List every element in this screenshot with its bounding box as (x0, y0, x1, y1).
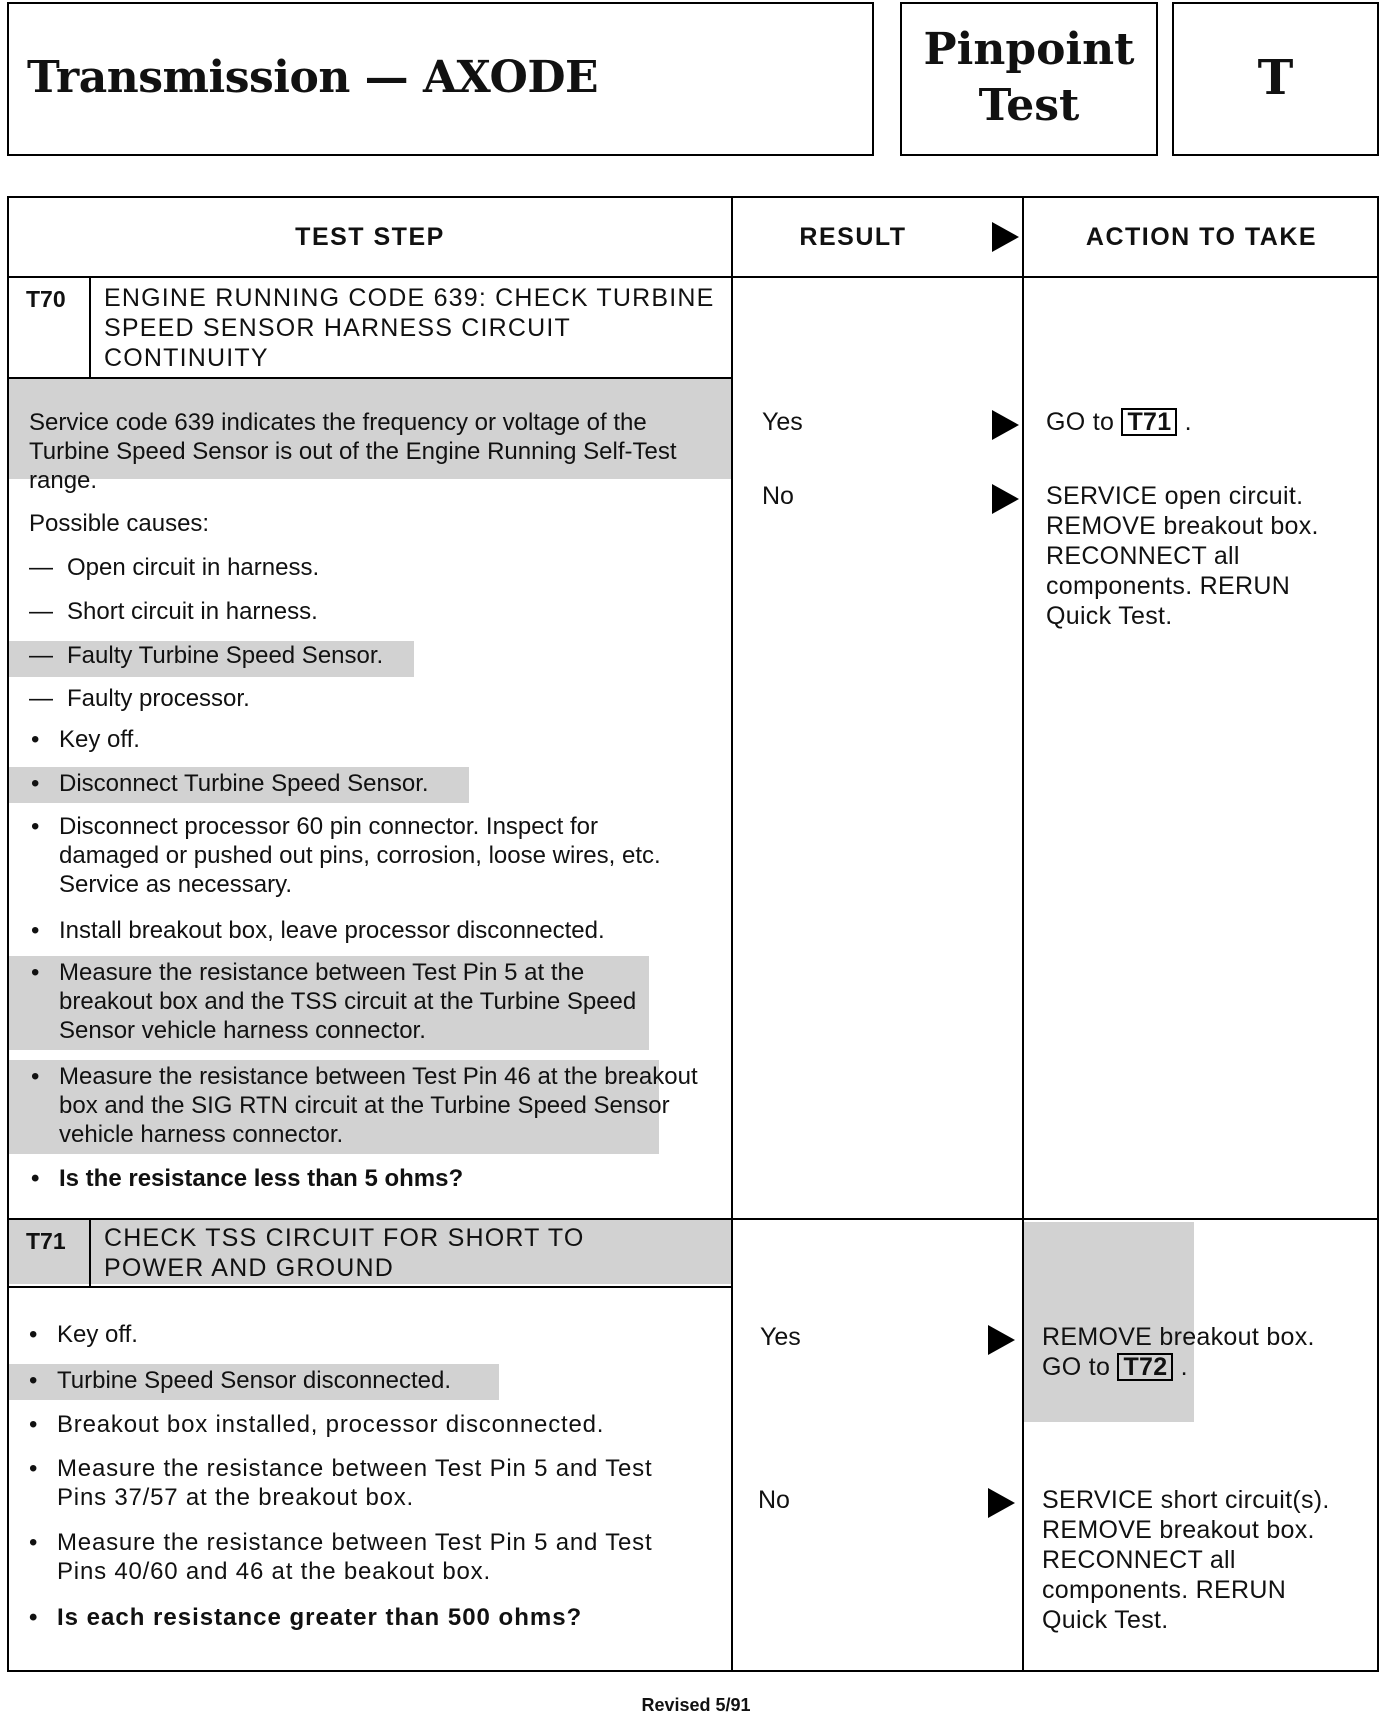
t71-yes-arrow-icon (988, 1325, 1015, 1355)
t70-step-6: • Measure the resistance between Test Pin 46 at the breakout box and the SIG RTN circuit at the Turbine Speed Sensor vehicle harness connector. (59, 1062, 699, 1149)
col-result: RESULT (799, 223, 907, 251)
t70-causes-label: Possible causes: (29, 510, 210, 537)
t70-step-5: • Measure the resistance between Test Pin 5 at the breakout box and the TSS circuit at the Turbine Speed Sensor vehicle harness connector. (59, 958, 679, 1045)
pinpoint-line1: Pinpoint (923, 24, 1135, 75)
t70-cause-2: — Short circuit in harness. (67, 597, 318, 626)
t71-number: T71 (26, 1228, 66, 1254)
t71-title-divider (9, 1286, 731, 1288)
test-letter-box (1172, 2, 1379, 156)
test-letter: T (1257, 50, 1294, 106)
title-box (7, 2, 874, 156)
t70-title-divider (9, 377, 731, 379)
t71-step-5: • Measure the resistance between Test Pin 5 and Test Pins 40/60 and 46 at the beakout box. (57, 1528, 677, 1586)
t71-step-2: • Turbine Speed Sensor disconnected. (57, 1366, 451, 1395)
t71-no-arrow-icon (988, 1488, 1015, 1518)
t70-title: ENGINE RUNNING CODE 639: CHECK TURBINE SPEED SENSOR HARNESS CIRCUIT CONTINUITY (104, 284, 715, 372)
page-title: Transmission — AXODE (27, 52, 599, 103)
t70-number: T70 (26, 286, 66, 312)
col-divider-1 (731, 198, 733, 1672)
t71-title: CHECK TSS CIRCUIT FOR SHORT TO POWER AND GROUND (104, 1224, 585, 1282)
t70-action-yes (1046, 407, 1346, 437)
t70-cause-4: — Faulty processor. (67, 684, 250, 713)
t70-result-no: No (762, 482, 794, 510)
revision-footer: Revised 5/91 (641, 1695, 751, 1715)
result-arrow-icon (992, 222, 1019, 252)
t71-action-no: SERVICE short circuit(s). REMOVE breakout box. RECONNECT all components. RERUN Quick Test. (1042, 1486, 1330, 1634)
pinpoint-test-box (900, 2, 1158, 156)
header-row-divider (9, 276, 1379, 278)
t71-step-4: • Measure the resistance between Test Pin 5 and Test Pins 37/57 at the breakout box. (57, 1454, 677, 1512)
pinpoint-line2: Test (978, 80, 1080, 131)
col-divider-2 (1022, 198, 1024, 1672)
t71-action-yes-ref: T72 (1117, 1353, 1173, 1381)
t71-number-divider (89, 1218, 91, 1286)
t70-cause-1: — Open circuit in harness. (67, 553, 319, 582)
t70-step-3: • Disconnect processor 60 pin connector. Inspect for damaged or pushed out pins, corrosion, loose wires, etc. Service as necessary. (59, 812, 699, 899)
pinpoint-test-label (902, 22, 1156, 134)
t71-action-yes-suffix: . (1180, 1353, 1188, 1381)
pinpoint-table (7, 196, 1379, 1672)
t70-intro: Service code 639 indicates the frequency or voltage of the Turbine Speed Sensor is out of the Engine Running Self-Test range. (29, 409, 677, 494)
t70-action-yes-ref: T71 (1121, 408, 1177, 436)
t71-action-yes-prefix: GO to (1042, 1353, 1111, 1381)
t70-step-2: • Disconnect Turbine Speed Sensor. (59, 769, 429, 798)
t70-number-divider (89, 276, 91, 377)
t71-step-1: • Key off. (57, 1320, 138, 1349)
t71-question: • Is each resistance greater than 500 ohms? (57, 1603, 582, 1632)
t71-action-yes-line1: REMOVE breakout box. (1042, 1323, 1315, 1351)
t70-yes-arrow-icon (992, 410, 1019, 440)
t71-step-3: • Breakout box installed, processor disconnected. (57, 1410, 697, 1439)
t71-result-no: No (758, 1486, 790, 1514)
t71-action-yes (1042, 1322, 1362, 1382)
t70-result-yes: Yes (762, 408, 803, 436)
t70-no-arrow-icon (992, 484, 1019, 514)
t70-question: • Is the resistance less than 5 ohms? (59, 1164, 463, 1193)
t70-action-yes-prefix: GO to (1046, 408, 1115, 436)
t70-step-4: • Install breakout box, leave processor disconnected. (59, 916, 709, 945)
col-action: ACTION TO TAKE (1085, 223, 1318, 251)
t70-step-1: • Key off. (59, 725, 140, 754)
t70-action-no: SERVICE open circuit. REMOVE breakout box. RECONNECT all components. RERUN Quick Test. (1046, 482, 1319, 630)
t71-row-divider (9, 1218, 1379, 1220)
t70-cause-3: — Faulty Turbine Speed Sensor. (67, 641, 383, 670)
t71-result-yes: Yes (760, 1323, 801, 1351)
col-test-step: TEST STEP (295, 223, 445, 251)
t70-action-yes-suffix: . (1184, 408, 1192, 436)
